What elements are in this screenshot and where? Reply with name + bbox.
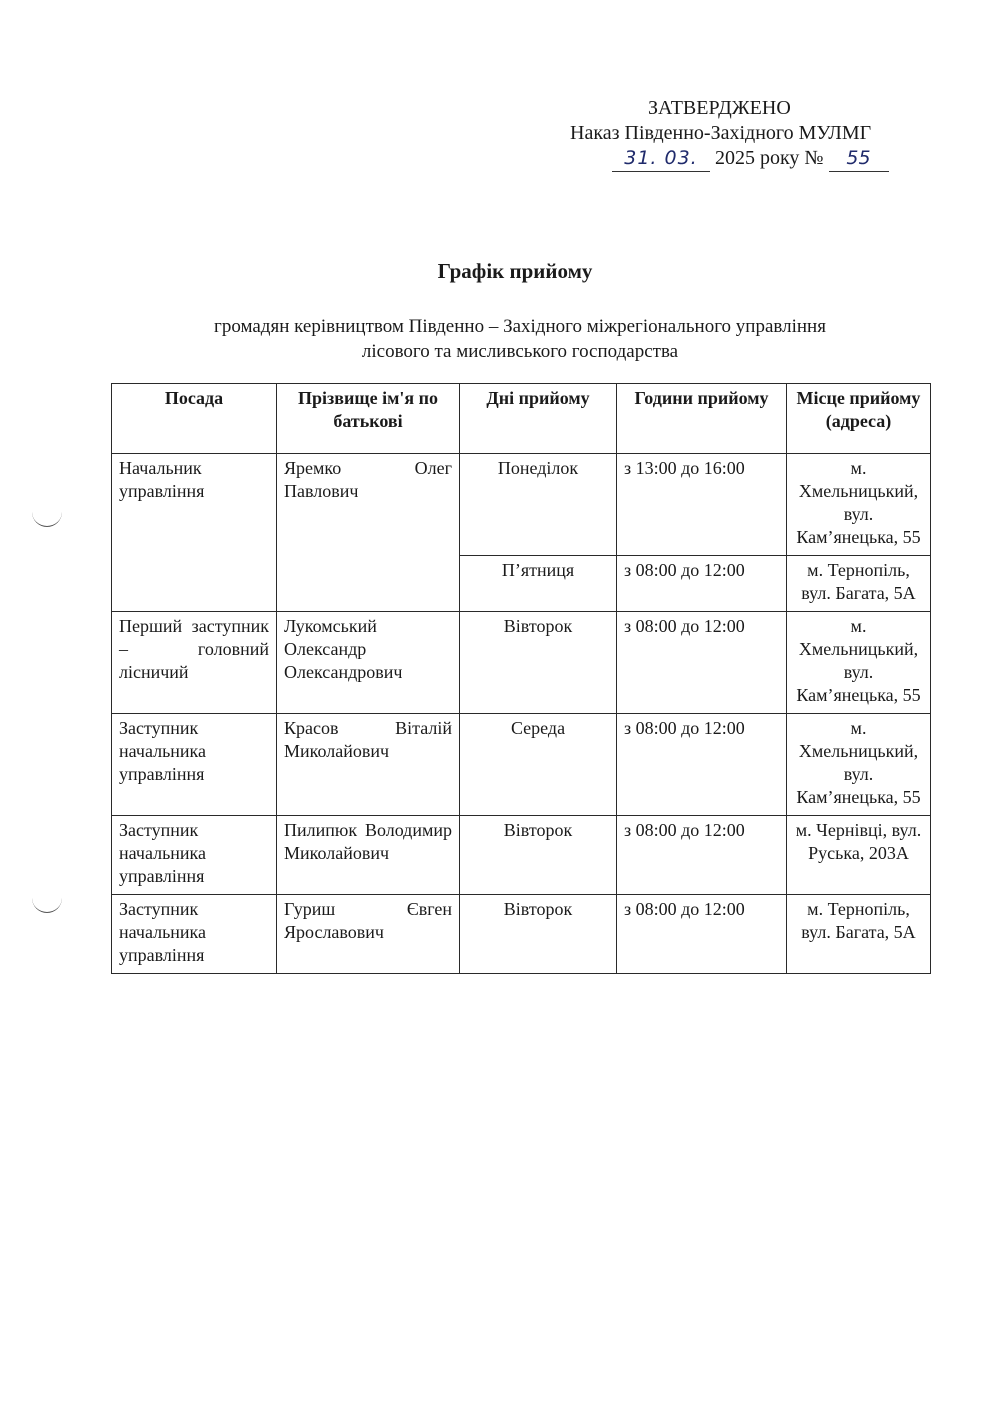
day-cell: Вівторок <box>460 895 617 974</box>
order-date-line <box>560 146 940 172</box>
day-cell: Понеділок <box>460 454 617 556</box>
table-row <box>112 714 931 816</box>
header-hours: Години прийому <box>617 384 787 454</box>
name-cell: Яремко Олег Павлович <box>277 454 460 612</box>
hours-cell: з 08:00 до 12:00 <box>617 612 787 714</box>
day-cell: П’ятниця <box>460 556 617 612</box>
position-cell: Перший заступник – головний лісничий <box>112 612 277 714</box>
hours-cell: з 08:00 до 12:00 <box>617 816 787 895</box>
name-cell: Пилипюк Володимир Миколайович <box>277 816 460 895</box>
subtitle-line-2: лісового та мисливського господарства <box>361 341 679 362</box>
order-reference: Наказ Південно-Західного МУЛМГ <box>570 122 872 144</box>
table-row <box>112 454 931 556</box>
punch-hole-mark <box>32 898 62 913</box>
table-header-row <box>112 384 931 454</box>
day-cell: Вівторок <box>460 612 617 714</box>
handwritten-date: 31. 03. <box>612 146 710 172</box>
approval-heading: ЗАТВЕРДЖЕНО <box>648 97 791 119</box>
hours-cell: з 13:00 до 16:00 <box>617 454 787 556</box>
header-days: Дні прийому <box>460 384 617 454</box>
table-row <box>112 612 931 714</box>
position-cell: Заступник начальника управління <box>112 816 277 895</box>
hours-cell: з 08:00 до 12:00 <box>617 895 787 974</box>
hours-cell: з 08:00 до 12:00 <box>617 714 787 816</box>
position-cell: Начальник управління <box>112 454 277 612</box>
day-cell: Середа <box>460 714 617 816</box>
address-cell: м. Хмельницький, вул. Кам’янецька, 55 <box>787 454 931 556</box>
document-title: Графік прийому <box>437 259 593 283</box>
table-row <box>112 816 931 895</box>
handwritten-order-number: 55 <box>829 146 889 172</box>
address-cell: м. Хмельницький, вул. Кам’янецька, 55 <box>787 714 931 816</box>
day-cell: Вівторок <box>460 816 617 895</box>
header-position: Посада <box>112 384 277 454</box>
header-full-name: Прізвище ім'я по батькові <box>277 384 460 454</box>
address-cell: м. Тернопіль, вул. Багата, 5А <box>787 895 931 974</box>
reception-schedule-table <box>111 383 931 974</box>
order-year-text: 2025 року № <box>715 147 824 169</box>
hours-cell: з 08:00 до 12:00 <box>617 556 787 612</box>
table-row <box>112 895 931 974</box>
name-cell: Гуриш Євген Ярославович <box>277 895 460 974</box>
header-location: Місце прийому (адреса) <box>787 384 931 454</box>
position-cell: Заступник начальника управління <box>112 714 277 816</box>
name-cell: Лукомський Олександр Олександрович <box>277 612 460 714</box>
document-subtitle <box>100 314 940 364</box>
subtitle-line-1: громадян керівництвом Південно – Західного міжрегіонального управління <box>214 316 826 337</box>
position-cell: Заступник начальника управління <box>112 895 277 974</box>
punch-hole-mark <box>32 512 62 527</box>
name-cell: Красов Віталій Миколайович <box>277 714 460 816</box>
address-cell: м. Хмельницький, вул. Кам’янецька, 55 <box>787 612 931 714</box>
address-cell: м. Чернівці, вул. Руська, 203А <box>787 816 931 895</box>
approval-block <box>560 96 940 172</box>
address-cell: м. Тернопіль, вул. Багата, 5А <box>787 556 931 612</box>
